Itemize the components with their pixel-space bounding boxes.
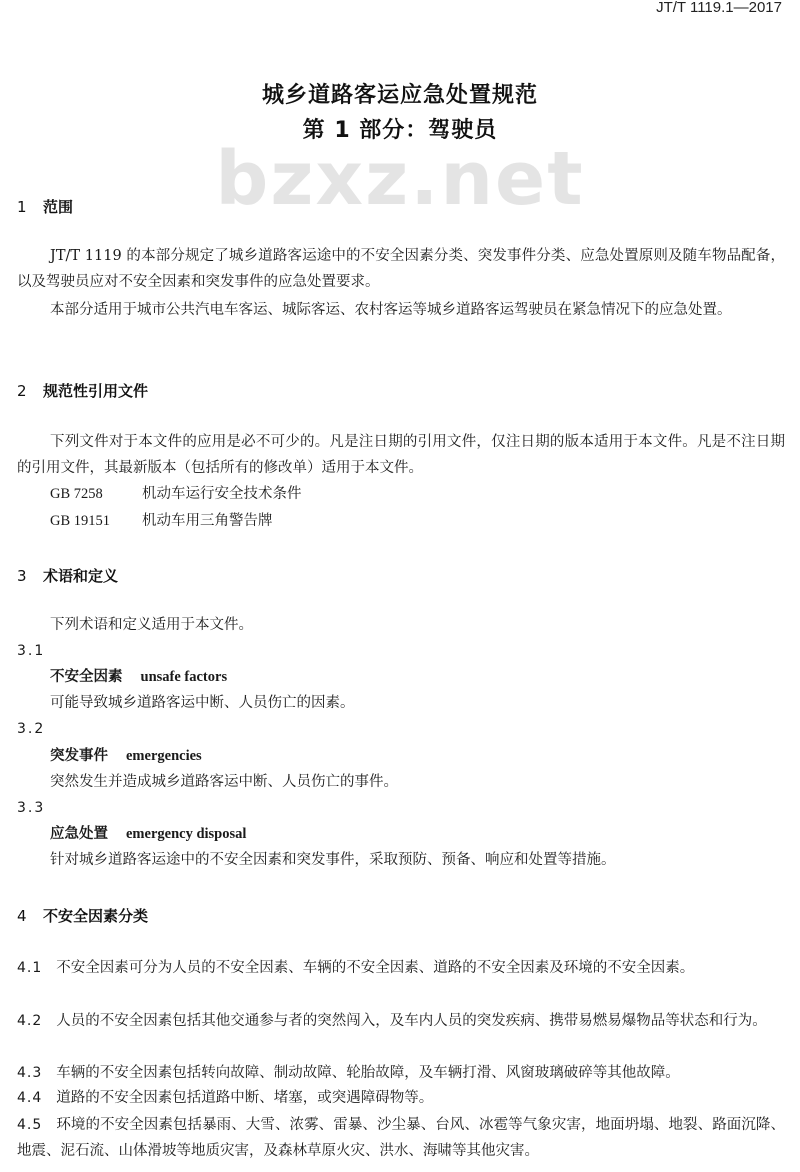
section-title: 不安全因素分类	[43, 907, 149, 925]
term-definition: 可能导致城乡道路客运中断、人员伤亡的因素。	[50, 695, 355, 711]
section-2-intro: 下列文件对于本文件的应用是必不可少的。凡是注日期的引用文件，仅注日期的版本适用于本文件。凡是不注日期的引用文件，其最新版本（包括所有的修改单）适用于本文件。	[17, 434, 785, 476]
reference-item	[50, 483, 302, 505]
term-definition: 针对城乡道路客运途中的不安全因素和突发事件，采取预防、预备、响应和处置等措施。	[50, 852, 616, 868]
section-number: 2	[17, 382, 27, 400]
clause-4-1	[17, 955, 785, 981]
clause-4-2	[17, 1008, 785, 1034]
term-number: 3.1	[17, 643, 46, 659]
term-number: 3.3	[17, 800, 46, 816]
term-name	[50, 823, 246, 845]
section-title: 术语和定义	[43, 567, 119, 585]
section-3-intro: 下列术语和定义适用于本文件。	[50, 617, 253, 633]
term-number: 3.2	[17, 721, 46, 737]
term-name-zh: 应急处置	[50, 826, 108, 842]
term-name-zh: 不安全因素	[50, 669, 123, 685]
term-name	[50, 666, 227, 688]
term-name-en: unsafe factors	[140, 669, 228, 685]
section-title: 规范性引用文件	[43, 382, 149, 400]
section-1-paragraph-2: 本部分适用于城市公共汽电车客运、城际客运、农村客运等城乡道路客运驾驶员在紧急情况下的应急处置。	[50, 302, 732, 318]
clause-text: 车辆的不安全因素包括转向故障、制动故障、轮胎故障，及车辆打滑、风窗玻璃破碎等其他故障。	[56, 1065, 680, 1081]
term-definition: 突然发生并造成城乡道路客运中断、人员伤亡的事件。	[50, 774, 398, 790]
clause-number: 4.3	[17, 1065, 43, 1081]
section-number: 1	[17, 198, 27, 216]
term-name-en: emergency disposal	[126, 826, 247, 842]
clause-number: 4.4	[17, 1090, 43, 1106]
section-number: 4	[17, 907, 27, 925]
clause-text: 人员的不安全因素包括其他交通参与者的突然闯入，及车内人员的突发疾病、携带易燃易爆物品等状态和行为。	[56, 1013, 767, 1029]
term-name	[50, 745, 202, 767]
clause-4-3	[17, 1060, 785, 1086]
clause-text: 环境的不安全因素包括暴雨、大雪、浓雾、雷暴、沙尘暴、台风、冰雹等气象灾害，地面坍塌、地裂、路面沉降、地震、泥石流、山体滑坡等地质灾害，及森林草原火灾、洪水、海啸等其他灾害。	[17, 1117, 785, 1159]
clause-number: 4.2	[17, 1013, 43, 1029]
clause-4-4	[17, 1085, 785, 1111]
document-subtitle: 第 1 部分：驾驶员	[302, 118, 498, 143]
section-3-heading	[17, 565, 118, 586]
section-4-heading	[17, 905, 148, 926]
reference-title: 机动车用三角警告牌	[142, 513, 273, 529]
clause-number: 4.1	[17, 960, 43, 976]
reference-code: GB 19151	[50, 513, 111, 529]
clause-text: 不安全因素可分为人员的不安全因素、车辆的不安全因素、道路的不安全因素及环境的不安全因素。	[56, 960, 695, 976]
document-title: 城乡道路客运应急处置规范	[261, 83, 538, 108]
section-2-heading	[17, 380, 148, 401]
reference-title: 机动车运行安全技术条件	[142, 486, 302, 502]
section-1-heading	[17, 196, 73, 217]
clause-4-5	[17, 1112, 785, 1164]
term-name-zh: 突发事件	[50, 748, 108, 764]
reference-item	[50, 510, 273, 532]
clause-text: 道路的不安全因素包括道路中断、堵塞，或突遇障碍物等。	[56, 1090, 434, 1106]
watermark: bzxz.net	[215, 136, 585, 222]
section-1-paragraph-1: JT/T 1119 的本部分规定了城乡道路客运途中的不安全因素分类、突发事件分类、应急处置原则及随车物品配备，以及驾驶员应对不安全因素和突发事件的应急处置要求。	[17, 248, 785, 290]
reference-code: GB 7258	[50, 486, 103, 502]
term-name-en: emergencies	[126, 748, 202, 764]
standard-code: JT/T 1119.1—2017	[656, 0, 782, 16]
section-number: 3	[17, 567, 27, 585]
title-block	[0, 80, 800, 147]
section-title: 范围	[43, 198, 74, 216]
clause-number: 4.5	[17, 1117, 43, 1133]
